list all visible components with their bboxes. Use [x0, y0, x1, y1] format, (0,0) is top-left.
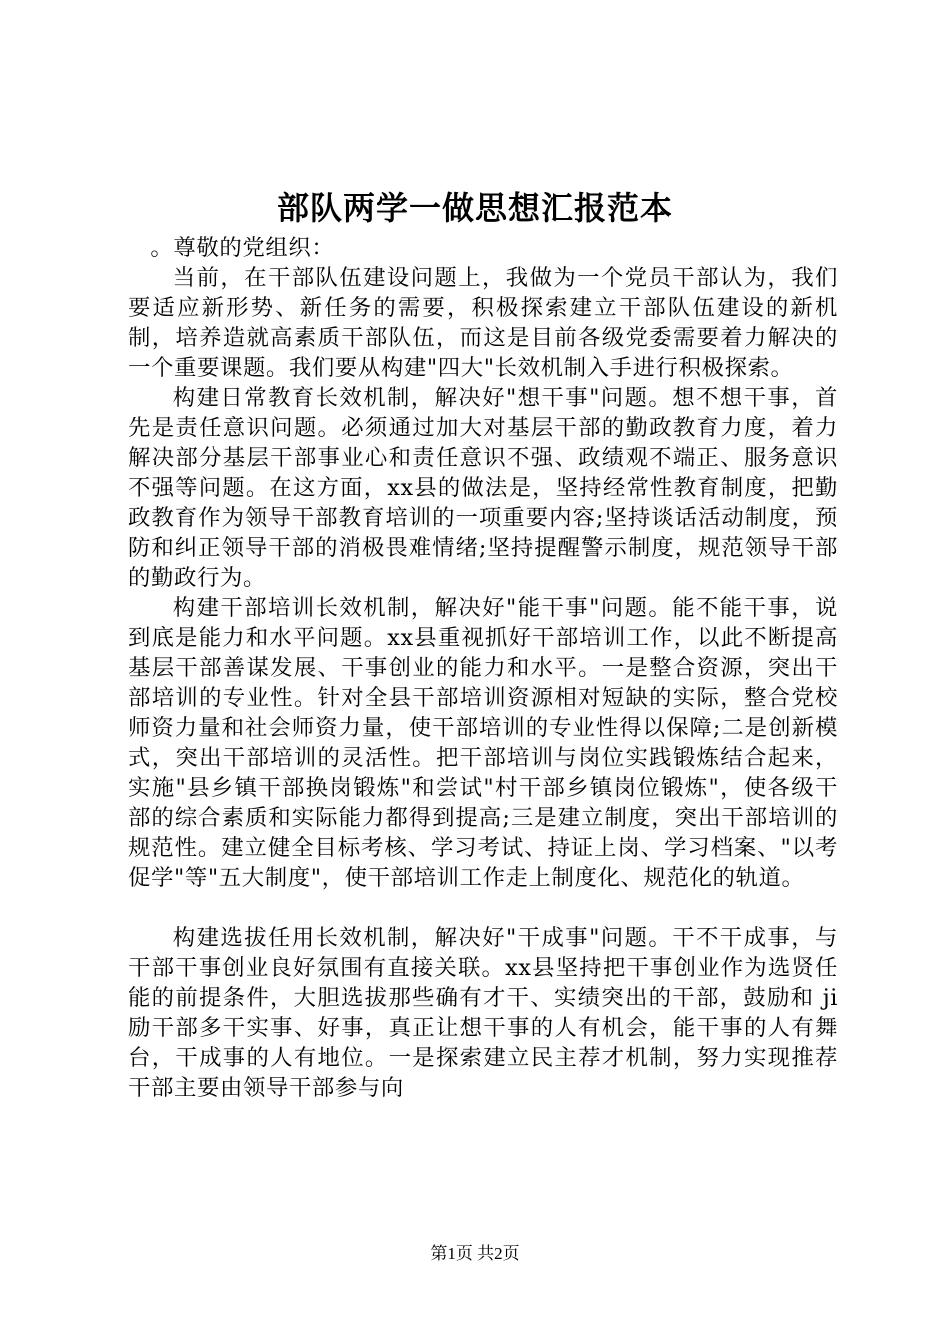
document-body [128, 233, 838, 1103]
paragraph: 构建选拔任用长效机制，解决好"干成事"问题。干不干成事，与干部干事创业良好氛围有直接关联。xx县坚持把干事创业作为选贤任能的前提条件，大胆选拔那些确有才干、实绩突出的干部，鼓励和 ji 励干部多干实事、好事，真正让想干事的人有机会，能干事的人有舞台，干成事的人有地位。一是探索建立民主荐才机制，努力实现推荐干部主要由领导干部参与向 [128, 925, 838, 1101]
page-number-footer: 第1页 共2页 [430, 1244, 520, 1263]
salutation: 。尊敬的党组织： [150, 235, 335, 261]
paragraph: 当前，在干部队伍建设问题上，我做为一个党员干部认为，我们要适应新形势、新任务的需要，积极探索建立干部队伍建设的新机制，培养造就高素质干部队伍，而这是目前各级党委需要着力解决的一个重要课题。我们要从构建"四大"长效机制入手进行积极探索。 [128, 265, 838, 381]
document-title: 部队两学一做思想汇报范本 [276, 189, 673, 227]
paragraph: 构建干部培训长效机制，解决好"能干事"问题。能不能干事，说到底是能力和水平问题。xx县重视抓好干部培训工作，以此不断提高基层干部善谋发展、干事创业的能力和水平。一是整合资源，突出干部培训的专业性。针对全县干部培训资源相对短缺的实际，整合党校师资力量和社会师资力量，使干部培训的专业性得以保障;二是创新模式，突出干部培训的灵活性。把干部培训与岗位实践锻炼结合起来，实施"县乡镇干部换岗锻炼"和尝试"村干部乡镇岗位锻炼"，使各级干部的综合素质和实际能力都得到提高;三是建立制度，突出干部培训的规范性。建立健全目标考核、学习考试、持证上岗、学习档案、"以考促学"等"五大制度"，使干部培训工作走上制度化、规范化的轨道。 [128, 595, 838, 891]
paragraph: 构建日常教育长效机制，解决好"想干事"问题。想不想干事，首先是责任意识问题。必须通过加大对基层干部的勤政教育力度，着力解决部分基层干部事业心和责任意识不强、政绩观不端正、服务意识不强等问题。在这方面，xx县的做法是，坚持经常性教育制度，把勤政教育作为领导干部教育培训的一项重要内容;坚持谈话活动制度，预防和纠正领导干部的消极畏难情绪;坚持提醒警示制度，规范领导干部的勤政行为。 [128, 385, 838, 591]
